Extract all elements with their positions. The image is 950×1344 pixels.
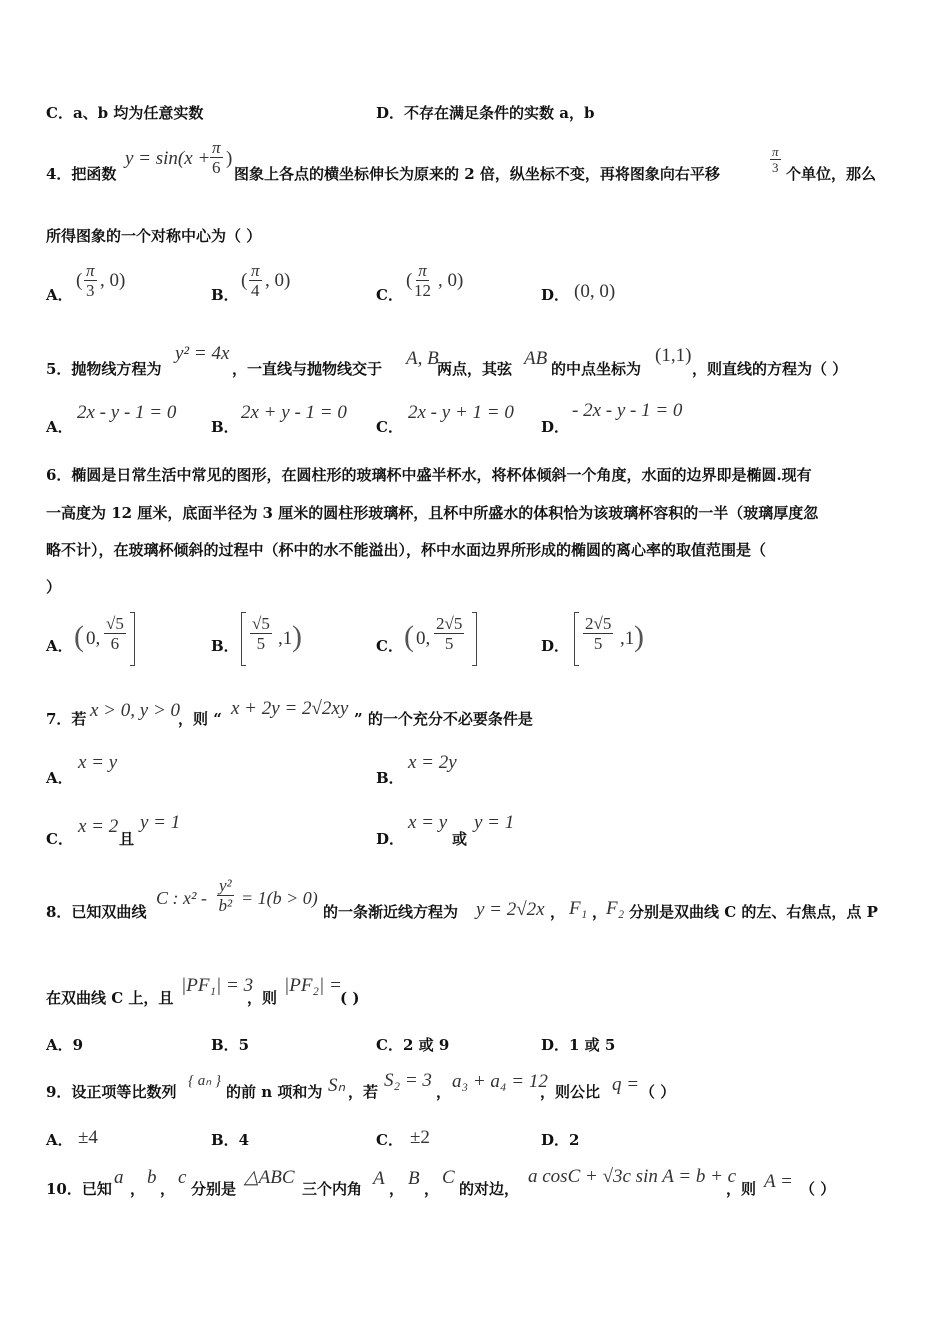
q9-number: 9．设正项等比数列 bbox=[46, 1083, 177, 1101]
q5-option-d-label: D． bbox=[541, 418, 570, 436]
q10-angle-a: A bbox=[373, 1168, 385, 1189]
q4-shift-fraction bbox=[770, 144, 781, 175]
q6-option-a-paren: ( bbox=[74, 620, 84, 653]
q6-line4: ） bbox=[46, 578, 62, 596]
q8-option-b: B．5 bbox=[211, 1036, 250, 1054]
q8-text1: 的一条渐近线方程为 bbox=[323, 903, 459, 921]
q6-option-a-pre: 0, bbox=[86, 628, 101, 649]
q7-option-d-eq2: y = 1 bbox=[474, 812, 515, 833]
q10-angle-c: C bbox=[442, 1167, 455, 1188]
q8-asymptote: y = 2√2x bbox=[476, 899, 545, 920]
q8-sep: ， bbox=[592, 903, 608, 921]
q7-statement: x + 2y = 2√2xy bbox=[231, 698, 349, 719]
q6-option-b-bracket bbox=[241, 612, 246, 666]
q9-text3: ，则公比 bbox=[540, 1083, 601, 1101]
q5-option-c-label: C． bbox=[376, 418, 403, 436]
q4-number: 4．把函数 bbox=[46, 165, 117, 183]
q6-line1: 6．椭圆是日常生活中常见的图形，在圆柱形的玻璃杯中盛半杯水，将杯体倾斜一个角度，水面的边界即是椭圆.现有 bbox=[46, 466, 812, 484]
q4-line2: 所得图象的一个对称中心为（ ） bbox=[46, 227, 262, 245]
q4-text2: 个单位，那么 bbox=[786, 165, 877, 183]
q8-option-c: C．2 或 9 bbox=[376, 1036, 450, 1054]
q4-option-a-num: π bbox=[86, 261, 95, 280]
q5-option-c-eq: 2x - y + 1 = 0 bbox=[408, 402, 514, 423]
q6-option-b-fraction bbox=[250, 614, 272, 653]
q5-parabola: y² = 4x bbox=[175, 343, 230, 364]
q9-option-d: D．2 bbox=[541, 1131, 580, 1149]
q9-sn: Sₙ bbox=[328, 1075, 346, 1096]
q7-option-a-label: A． bbox=[46, 769, 73, 787]
q4-shift-num: π bbox=[772, 144, 779, 159]
q6-option-d-den: 5 bbox=[593, 634, 603, 653]
q6-option-c-den: 5 bbox=[444, 634, 454, 653]
q9-q: q = bbox=[612, 1074, 640, 1095]
q7-option-a-eq: x = y bbox=[78, 752, 118, 773]
q6-option-a-label: A． bbox=[46, 637, 73, 655]
q4-func-pi: π bbox=[212, 138, 221, 157]
q6-option-d-post: ,1 bbox=[620, 628, 635, 649]
q4-func-den: 6 bbox=[212, 158, 221, 177]
q6-option-c-num: 2√5 bbox=[436, 614, 463, 633]
q8-pf2: |PF₂| = bbox=[284, 975, 342, 996]
q8-curve-post: = 1(b > 0) bbox=[241, 888, 318, 908]
q5-option-d-eq: - 2x - y - 1 = 0 bbox=[572, 400, 683, 421]
q5-text1: ，一直线与抛物线交于 bbox=[232, 360, 383, 378]
q8-line2-pre: 在双曲线 C 上，且 bbox=[46, 989, 174, 1007]
q4-option-c-num: π bbox=[418, 261, 427, 280]
q4-option-c-fraction bbox=[414, 261, 431, 300]
q8-curve-pre: C : x² - bbox=[156, 888, 207, 908]
q6-line3: 略不计），在玻璃杯倾斜的过程中（杯中的水不能溢出），杯中水面边界所形成的椭圆的离心率的取值范围是（ bbox=[46, 541, 767, 559]
q6-option-b-label: B． bbox=[211, 637, 239, 655]
q7-option-b-eq: x = 2y bbox=[408, 752, 457, 773]
q7-option-d-or: 或 bbox=[452, 830, 468, 848]
q6-option-a-bracket bbox=[130, 612, 135, 666]
q5-option-a-label: A． bbox=[46, 418, 73, 436]
q7-option-d-label: D． bbox=[376, 830, 405, 848]
q6-option-c-pre: 0, bbox=[416, 628, 431, 649]
q6-option-d-paren: ) bbox=[634, 620, 644, 653]
q4-func-left: y = sin(x + bbox=[125, 148, 211, 169]
q9-sep: ， bbox=[436, 1083, 452, 1101]
q7-number: 7．若 bbox=[46, 710, 87, 728]
q4-option-b-fraction bbox=[249, 261, 262, 300]
q8-curve-fraction bbox=[217, 876, 234, 915]
q10-a: a bbox=[114, 1167, 124, 1188]
q8-f1: F₁ bbox=[569, 898, 588, 919]
q9-text1: 的前 n 项和为 bbox=[226, 1083, 323, 1101]
q6-option-b-num: √5 bbox=[252, 614, 270, 633]
q4-option-b-tail: , 0) bbox=[265, 270, 291, 291]
q6-option-d-label: D． bbox=[541, 637, 570, 655]
q10-b: b bbox=[147, 1167, 157, 1188]
q8-pf1: |PF₁| = 3 bbox=[181, 975, 254, 996]
q9-s2: S₂ = 3 bbox=[384, 1070, 432, 1091]
q5-text2: 两点，其弦 bbox=[437, 360, 513, 378]
q5-points: A, B bbox=[406, 348, 439, 369]
q5-option-a-eq: 2x - y - 1 = 0 bbox=[77, 402, 177, 423]
q6-option-c-bracket bbox=[472, 612, 477, 666]
q7-text2: ” 的一个充分不必要条件是 bbox=[354, 710, 533, 728]
q10-text3: 的对边， bbox=[459, 1180, 520, 1198]
q4-func-fraction bbox=[210, 138, 223, 177]
q4-option-c-label: C． bbox=[376, 286, 403, 304]
q4-func-close: ) bbox=[226, 148, 233, 169]
q4-option-b-open: ( bbox=[241, 270, 248, 291]
q6-option-a-den: 6 bbox=[110, 634, 120, 653]
q5-option-b-label: B． bbox=[211, 418, 239, 436]
q8-f2: F₂ bbox=[606, 898, 625, 919]
q6-option-d-num: 2√5 bbox=[585, 614, 612, 633]
q9-a34: a₃ + a₄ = 12 bbox=[452, 1071, 548, 1092]
q6-option-b-paren: ) bbox=[292, 620, 302, 653]
q6-option-c-label: C． bbox=[376, 637, 403, 655]
q4-option-b-den: 4 bbox=[251, 281, 260, 300]
q10-comma3: ， bbox=[389, 1180, 405, 1198]
q4-option-d-label: D． bbox=[541, 286, 570, 304]
q9-text4: （ ） bbox=[640, 1083, 676, 1101]
q6-option-a-num: √5 bbox=[106, 614, 124, 633]
q8-text2: ， bbox=[550, 903, 566, 921]
q7-option-c-eq2: y = 1 bbox=[140, 812, 181, 833]
q9-option-b: B．4 bbox=[211, 1131, 250, 1149]
q3-option-c: C．a、b 均为任意实数 bbox=[46, 104, 204, 122]
q7-option-c-and: 且 bbox=[119, 830, 135, 848]
q6-option-b-post: ,1 bbox=[278, 628, 293, 649]
q7-text1: ，则 “ bbox=[178, 710, 222, 728]
q8-number: 8．已知双曲线 bbox=[46, 903, 147, 921]
q4-option-c-den: 12 bbox=[414, 281, 431, 300]
q4-shift-den: 3 bbox=[772, 160, 779, 175]
q4-option-a-open: ( bbox=[76, 270, 83, 291]
q4-option-b-num: π bbox=[251, 261, 260, 280]
q4-text1: 图象上各点的横坐标伸长为原来的 2 倍，纵坐标不变，再将图象向右平移 bbox=[234, 165, 720, 183]
q8-curve-num: y² bbox=[219, 876, 232, 895]
q6-option-d-fraction bbox=[583, 614, 613, 653]
q6-line2: 一高度为 12 厘米，底面半径为 3 厘米的圆柱形玻璃杯，且杯中所盛水的体积恰为该玻璃杯容积的一半（玻璃厚度忽 bbox=[46, 504, 819, 522]
q9-option-c-value: ±2 bbox=[410, 1127, 430, 1148]
q10-answer: A = bbox=[764, 1171, 793, 1192]
q5-midpoint: (1,1) bbox=[655, 345, 692, 366]
q9-option-a-value: ±4 bbox=[78, 1127, 98, 1148]
q4-option-d-value: (0, 0) bbox=[574, 281, 616, 302]
q9-sequence: { aₙ } bbox=[188, 1073, 221, 1089]
q4-option-a-label: A． bbox=[46, 286, 73, 304]
q8-line2-mid: ，则 bbox=[247, 989, 278, 1007]
q9-option-c-label: C． bbox=[376, 1131, 403, 1149]
q7-condition: x > 0, y > 0 bbox=[90, 700, 181, 721]
q5-chord: AB bbox=[524, 348, 548, 369]
q7-option-d-eq1: x = y bbox=[408, 812, 448, 833]
q5-number: 5．抛物线方程为 bbox=[46, 360, 162, 378]
q7-option-b-label: B． bbox=[376, 769, 404, 787]
q4-option-a-tail: , 0) bbox=[100, 270, 126, 291]
q6-option-d-bracket bbox=[574, 612, 579, 666]
q10-comma2: ， bbox=[160, 1180, 176, 1198]
q8-line2-post: ( ) bbox=[340, 989, 360, 1007]
q10-c: c bbox=[178, 1167, 187, 1188]
q4-option-c-open: ( bbox=[406, 270, 413, 291]
q6-option-a-fraction bbox=[104, 614, 126, 653]
q4-option-a-den: 3 bbox=[86, 281, 95, 300]
q8-option-d: D．1 或 5 bbox=[541, 1036, 616, 1054]
q6-option-b-den: 5 bbox=[256, 634, 266, 653]
q4-option-c-tail: , 0) bbox=[438, 270, 464, 291]
q10-text4: ，则 bbox=[726, 1180, 757, 1198]
q3-option-d: D．不存在满足条件的实数 a，b bbox=[376, 104, 595, 122]
q5-text4: ，则直线的方程为（ ） bbox=[692, 360, 848, 378]
q8-curve-den: b² bbox=[218, 896, 233, 915]
q10-number: 10．已知 bbox=[46, 1180, 112, 1198]
q10-comma1: ， bbox=[130, 1180, 146, 1198]
q8-text3: 分别是双曲线 C 的左、右焦点，点 P bbox=[629, 903, 878, 921]
q4-option-b-label: B． bbox=[211, 286, 239, 304]
q7-option-c-eq1: x = 2 bbox=[78, 816, 119, 837]
q10-text2: 三个内角 bbox=[302, 1180, 363, 1198]
q10-text5: （ ） bbox=[800, 1180, 836, 1198]
q8-option-a: A．9 bbox=[46, 1036, 84, 1054]
q10-text1: 分别是 bbox=[191, 1180, 237, 1198]
q5-text3: 的中点坐标为 bbox=[551, 360, 642, 378]
q6-option-c-paren: ( bbox=[404, 620, 414, 653]
q9-option-a-label: A． bbox=[46, 1131, 73, 1149]
q7-option-c-label: C． bbox=[46, 830, 73, 848]
q10-angle-b: B bbox=[408, 1168, 420, 1189]
q4-option-a-fraction bbox=[84, 261, 97, 300]
q10-triangle: △ABC bbox=[244, 1167, 295, 1188]
q10-comma4: ， bbox=[424, 1180, 440, 1198]
q10-equation: a cosC + √3c sin A = b + c bbox=[528, 1166, 737, 1187]
q9-text2: ，若 bbox=[348, 1083, 379, 1101]
q5-option-b-eq: 2x + y - 1 = 0 bbox=[241, 402, 347, 423]
q6-option-c-fraction bbox=[434, 614, 464, 653]
